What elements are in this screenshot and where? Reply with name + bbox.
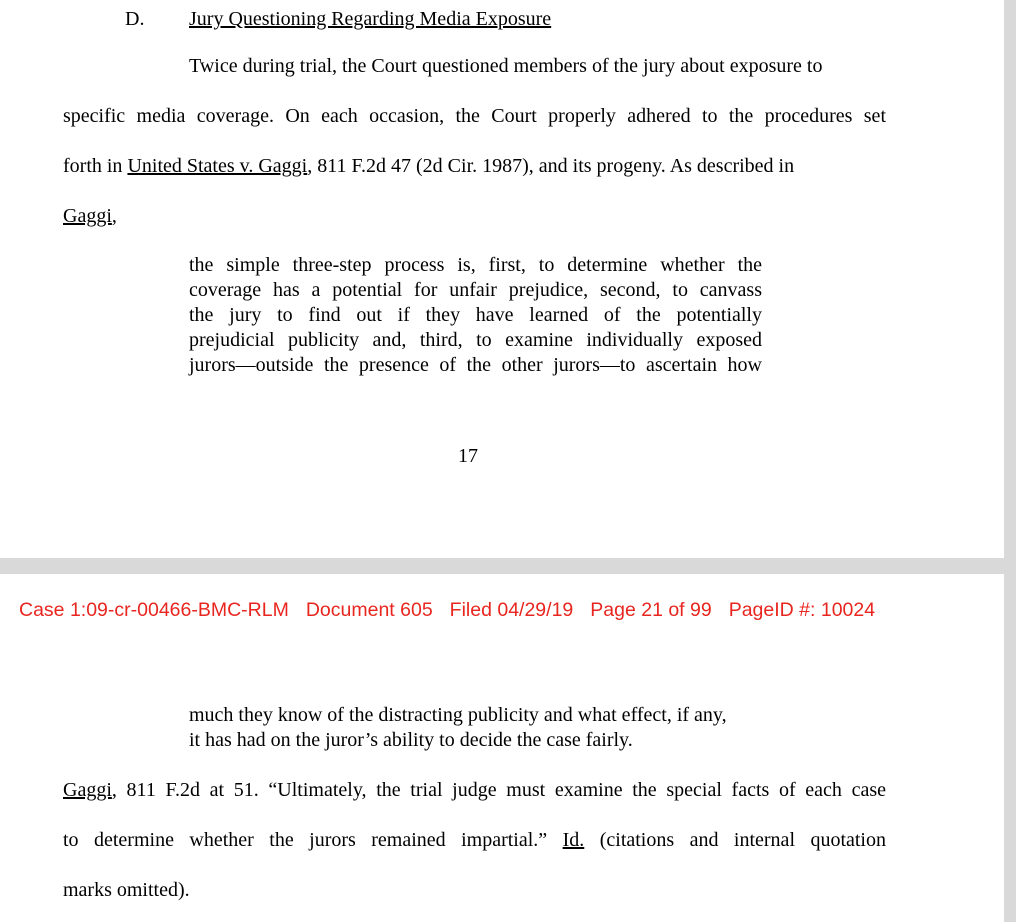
paragraph-line: marks omitted). <box>63 879 190 901</box>
paragraph-line: Twice during trial, the Court questioned members of the jury about exposure to <box>189 55 823 77</box>
text-segment: (citations and internal quotation <box>584 829 886 851</box>
paragraph-line: specific media coverage. On each occasion, the Court properly adhered to the procedures set <box>63 105 886 127</box>
document-page-21 <box>0 574 1004 922</box>
quote-line: the jury to find out if they have learned of the potentially <box>189 304 762 326</box>
section-letter: D. <box>125 8 145 30</box>
section-heading: Jury Questioning Regarding Media Exposure <box>189 8 552 30</box>
quote-line: jurors—outside the presence of the other jurors—to ascertain how <box>189 354 762 376</box>
ecf-header-stamp <box>19 599 892 622</box>
stamp-pageid: PageID #: 10024 <box>728 599 876 621</box>
paragraph-line <box>63 828 886 852</box>
text-segment: , 811 F.2d at 51. “Ultimately, the trial judge must examine the special facts of each case <box>111 779 886 801</box>
id-reference: Id. <box>562 829 585 851</box>
stamp-case: Case 1:09-cr-00466-BMC-RLM <box>19 599 289 621</box>
block-quote <box>189 253 762 378</box>
stamp-page: Page 21 of 99 <box>590 599 712 621</box>
quote-line: prejudicial publicity and, third, to examine individually exposed <box>189 329 762 351</box>
text-segment: , 811 F.2d 47 (2d Cir. 1987), and its progeny. As described in <box>307 155 795 177</box>
text-segment: forth in <box>63 155 128 177</box>
paragraph-line <box>63 154 794 178</box>
text-segment: , <box>111 205 117 227</box>
quote-line: it has had on the juror’s ability to decide the case fairly. <box>189 729 633 751</box>
gaggi-reference: Gaggi <box>63 205 112 227</box>
gaggi-citation: Gaggi <box>63 779 112 801</box>
quote-line: the simple three-step process is, first, to determine whether the <box>189 254 762 276</box>
case-citation: United States v. Gaggi <box>127 155 308 177</box>
text-segment: to determine whether the jurors remained impartial.” <box>63 829 563 851</box>
quote-line: much they know of the distracting publicity and what effect, if any, <box>189 704 727 726</box>
page-number: 17 <box>458 445 478 467</box>
paragraph-line <box>63 778 886 802</box>
quote-line: coverage has a potential for unfair prejudice, second, to canvass <box>189 279 762 301</box>
paragraph-line <box>63 204 117 228</box>
stamp-document: Document 605 <box>305 599 433 621</box>
stamp-filed: Filed 04/29/19 <box>449 599 574 621</box>
